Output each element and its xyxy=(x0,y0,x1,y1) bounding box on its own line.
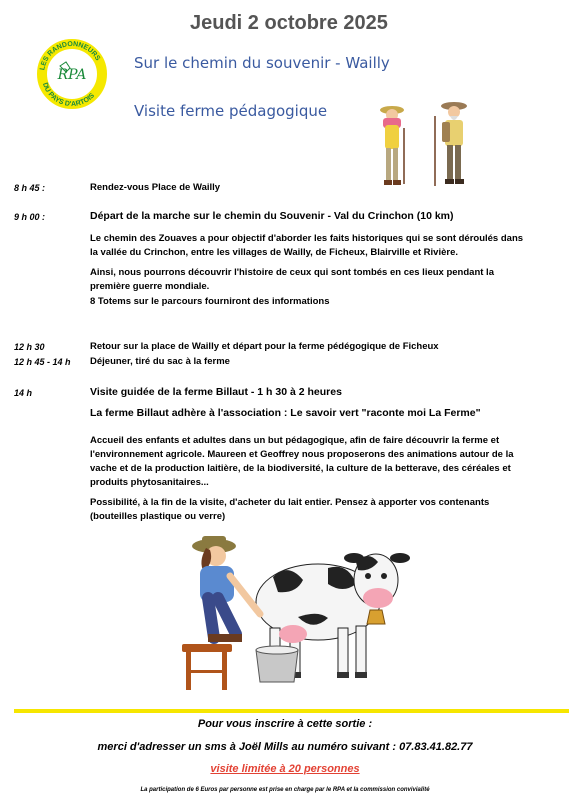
page-title: Jeudi 2 octobre 2025 xyxy=(190,12,388,34)
paragraph-history: Ainsi, nous pourrons découvrir l'histoire de ceux qui sont tombés en ces lieux pendant la première guerre mondiale. xyxy=(90,267,494,292)
schedule-text-2: Départ de la marche sur le chemin du Souvenir - Val du Crinchon (10 km) xyxy=(90,210,454,222)
footer-limit: visite limitée à 20 personnes xyxy=(210,763,360,775)
club-logo xyxy=(30,32,114,116)
schedule-text-3: Retour sur la place de Wailly et départ pour la ferme pédégogique de Ficheux xyxy=(90,341,439,352)
page-subtitle: Sur le chemin du souvenir - Wailly xyxy=(134,54,390,72)
footer-separator xyxy=(14,709,569,713)
paragraph-totems: 8 Totems sur le parcours fourniront des informations xyxy=(90,296,330,307)
schedule-text-5: Visite guidée de la ferme Billaut - 1 h 30 à 2 heures xyxy=(90,386,342,398)
schedule-text-4: Déjeuner, tiré du sac à la ferme xyxy=(90,356,230,367)
schedule-text-1: Rendez-vous Place de Wailly xyxy=(90,182,221,193)
schedule-time-1: 8 h 45 : xyxy=(14,183,46,193)
logo-text-top: LES RANDONNEURS xyxy=(39,40,102,71)
schedule-time-5: 14 h xyxy=(14,388,33,398)
schedule-time-4: 12 h 45 - 14 h xyxy=(14,357,71,367)
paragraph-zouaves: Le chemin des Zouaves a pour objectif d'aborder les faits historiques qui se sont déroulés dans la vallée du Crinchon, entre les villages de Wailly, de Ficheux, Blairville et Rivière. xyxy=(90,233,524,258)
paragraph-welcome: Accueil des enfants et adultes dans un but pédagogique, afin de faire découvrir la ferme et l'environnement agricole. Maureen et Geoffrey nous proposerons des animations autour de la vache et de la production laitière, de la biodiversité, la culture de la betterave, des céréales et produits phytosanitaires... xyxy=(90,435,514,488)
schedule-time-2: 9 h 00 : xyxy=(14,212,46,222)
paragraph-association: La ferme Billaut adhère à l'association : Le savoir vert "raconte moi La Ferme" xyxy=(90,407,481,419)
footer-signup: Pour vous inscrire à cette sortie : xyxy=(197,718,373,730)
farm-illustration xyxy=(178,532,418,702)
paragraph-milk: Possibilité, à la fin de la visite, d'acheter du lait entier. Pensez à apporter vos contenants (bouteilles plastique ou verre) xyxy=(90,497,490,522)
schedule-time-3: 12 h 30 xyxy=(14,342,45,352)
logo-initials: RPA xyxy=(57,67,87,83)
footer-participation: La participation de 6 Euros par personne est prise en charge par le RPA et la commission convivialité xyxy=(140,787,430,793)
logo-text-bottom: DU PAYS D'ARTOIS xyxy=(40,81,97,109)
footer-contact: merci d'adresser un sms à Joël Mills au numéro suivant : 07.83.41.82.77 xyxy=(97,741,473,753)
page-subtitle-2: Visite ferme pédagogique xyxy=(134,102,328,120)
